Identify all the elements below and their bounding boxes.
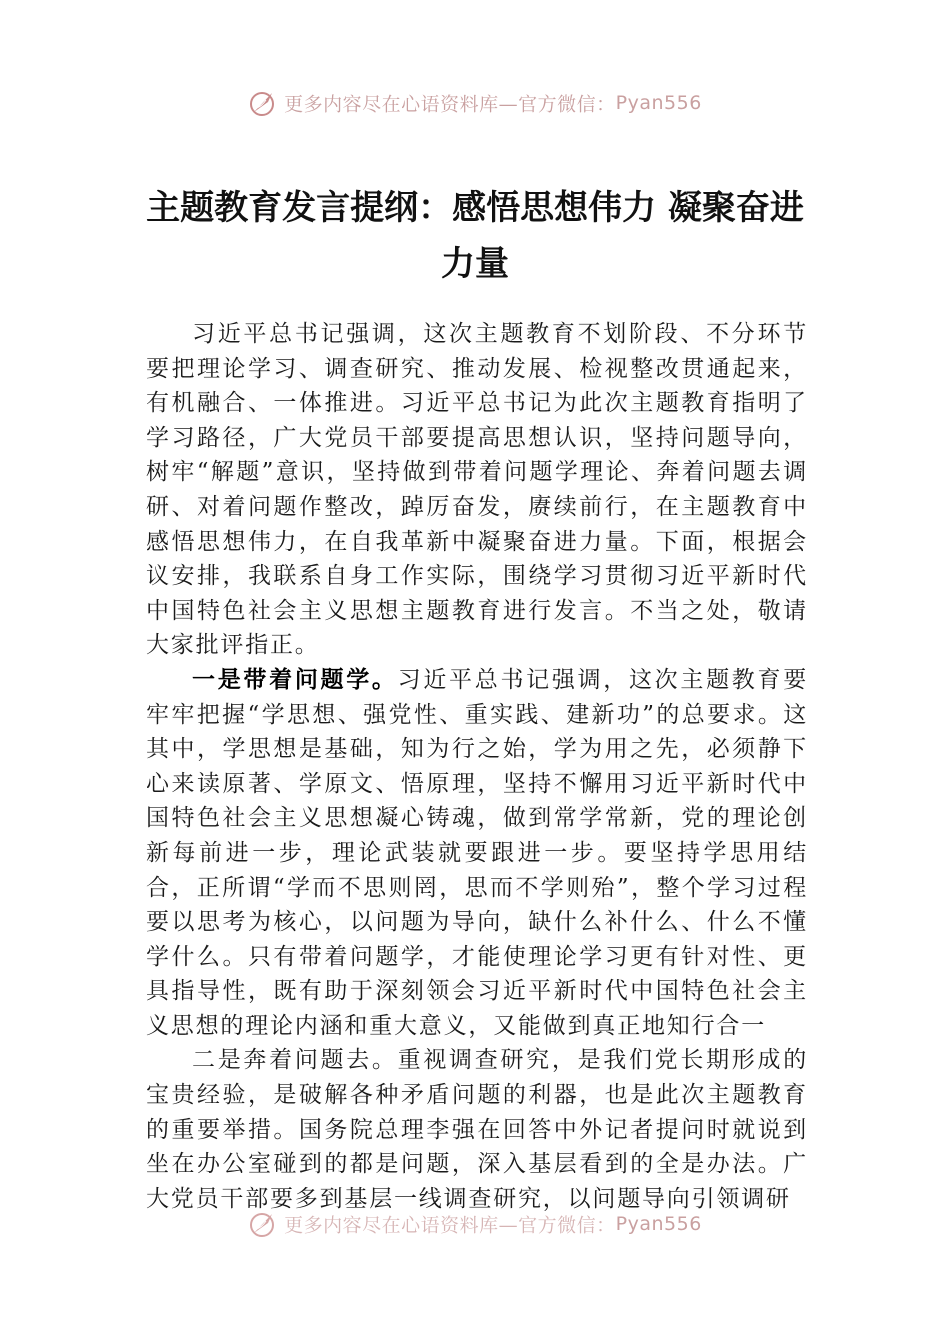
quill-logo-icon (248, 1209, 278, 1239)
paragraph-text: 二是奔着问题去。重视调查研究，是我们党长期形成的宝贵经验，是破解各种矛盾问题的利器，也是此次主题教育的重要举措。国务院总理李强在回答中外记者提问时就说到坐在办公室碰到的都是问题，深入基层看到的全是办法。广大党员干部要多到基层一线调查研究，以问题导向引领调研 (146, 1047, 808, 1212)
watermark-text: 更多内容尽在心语资料库—官方微信： (284, 93, 616, 116)
watermark-header (0, 88, 950, 118)
paragraph-point-1 (146, 663, 808, 1044)
document-body (146, 317, 808, 1217)
watermark-id: Pyan556 (615, 92, 702, 114)
paragraph-lead: 一是带着问题学。 (192, 665, 398, 693)
paragraph-point-2 (146, 1043, 808, 1216)
watermark-text: 更多内容尽在心语资料库—官方微信： (284, 1214, 616, 1237)
paragraph-text: 习近平总书记强调，这次主题教育不划阶段、不分环节要把理论学习、调查研究、推动发展、检视整改贯通起来，有机融合、一体推进。习近平总书记为此次主题教育指明了学习路径，广大党员干部要提高思想认识，坚持问题导向，树牢“解题”意识，坚持做到带着问题学理论、奔着问题去调研、对着问题作整改，踔厉奋发，赓续前行，在主题教育中感悟思想伟力，在自我革新中凝聚奋进力量。下面，根据会议安排，我联系自身工作实际，围绕学习贯彻习近平新时代中国特色社会主义思想主题教育进行发言。不当之处，敬请大家批评指正。 (146, 321, 808, 659)
watermark-footer (0, 1209, 950, 1239)
document-title: 主题教育发言提纲：感悟思想伟力 凝聚奋进力量 (146, 188, 804, 284)
quill-logo-icon (248, 88, 278, 118)
paragraph-text: 习近平总书记强调，这次主题教育要牢牢把握“学思想、强党性、重实践、建新功”的总要求。这其中，学思想是基础，知为行之始，学为用之先，必须静下心来读原著、学原文、悟原理，坚持不懈用习近平新时代中国特色社会主义思想凝心铸魂，做到常学常新，党的理论创新每前进一步，理论武装就要跟进一步。要坚持学思用结合，正所谓“学而不思则罔，思而不学则殆”，整个学习过程要以思考为核心，以问题为导向，缺什么补什么、什么不懂学什么。只有带着问题学，才能使理论学习更有针对性、更具指导性，既有助于深刻领会习近平新时代中国特色社会主义思想的理论内涵和重大意义，又能做到真正地知行合一 (146, 666, 808, 1039)
paragraph-intro (146, 317, 808, 663)
watermark-id: Pyan556 (615, 1213, 702, 1235)
